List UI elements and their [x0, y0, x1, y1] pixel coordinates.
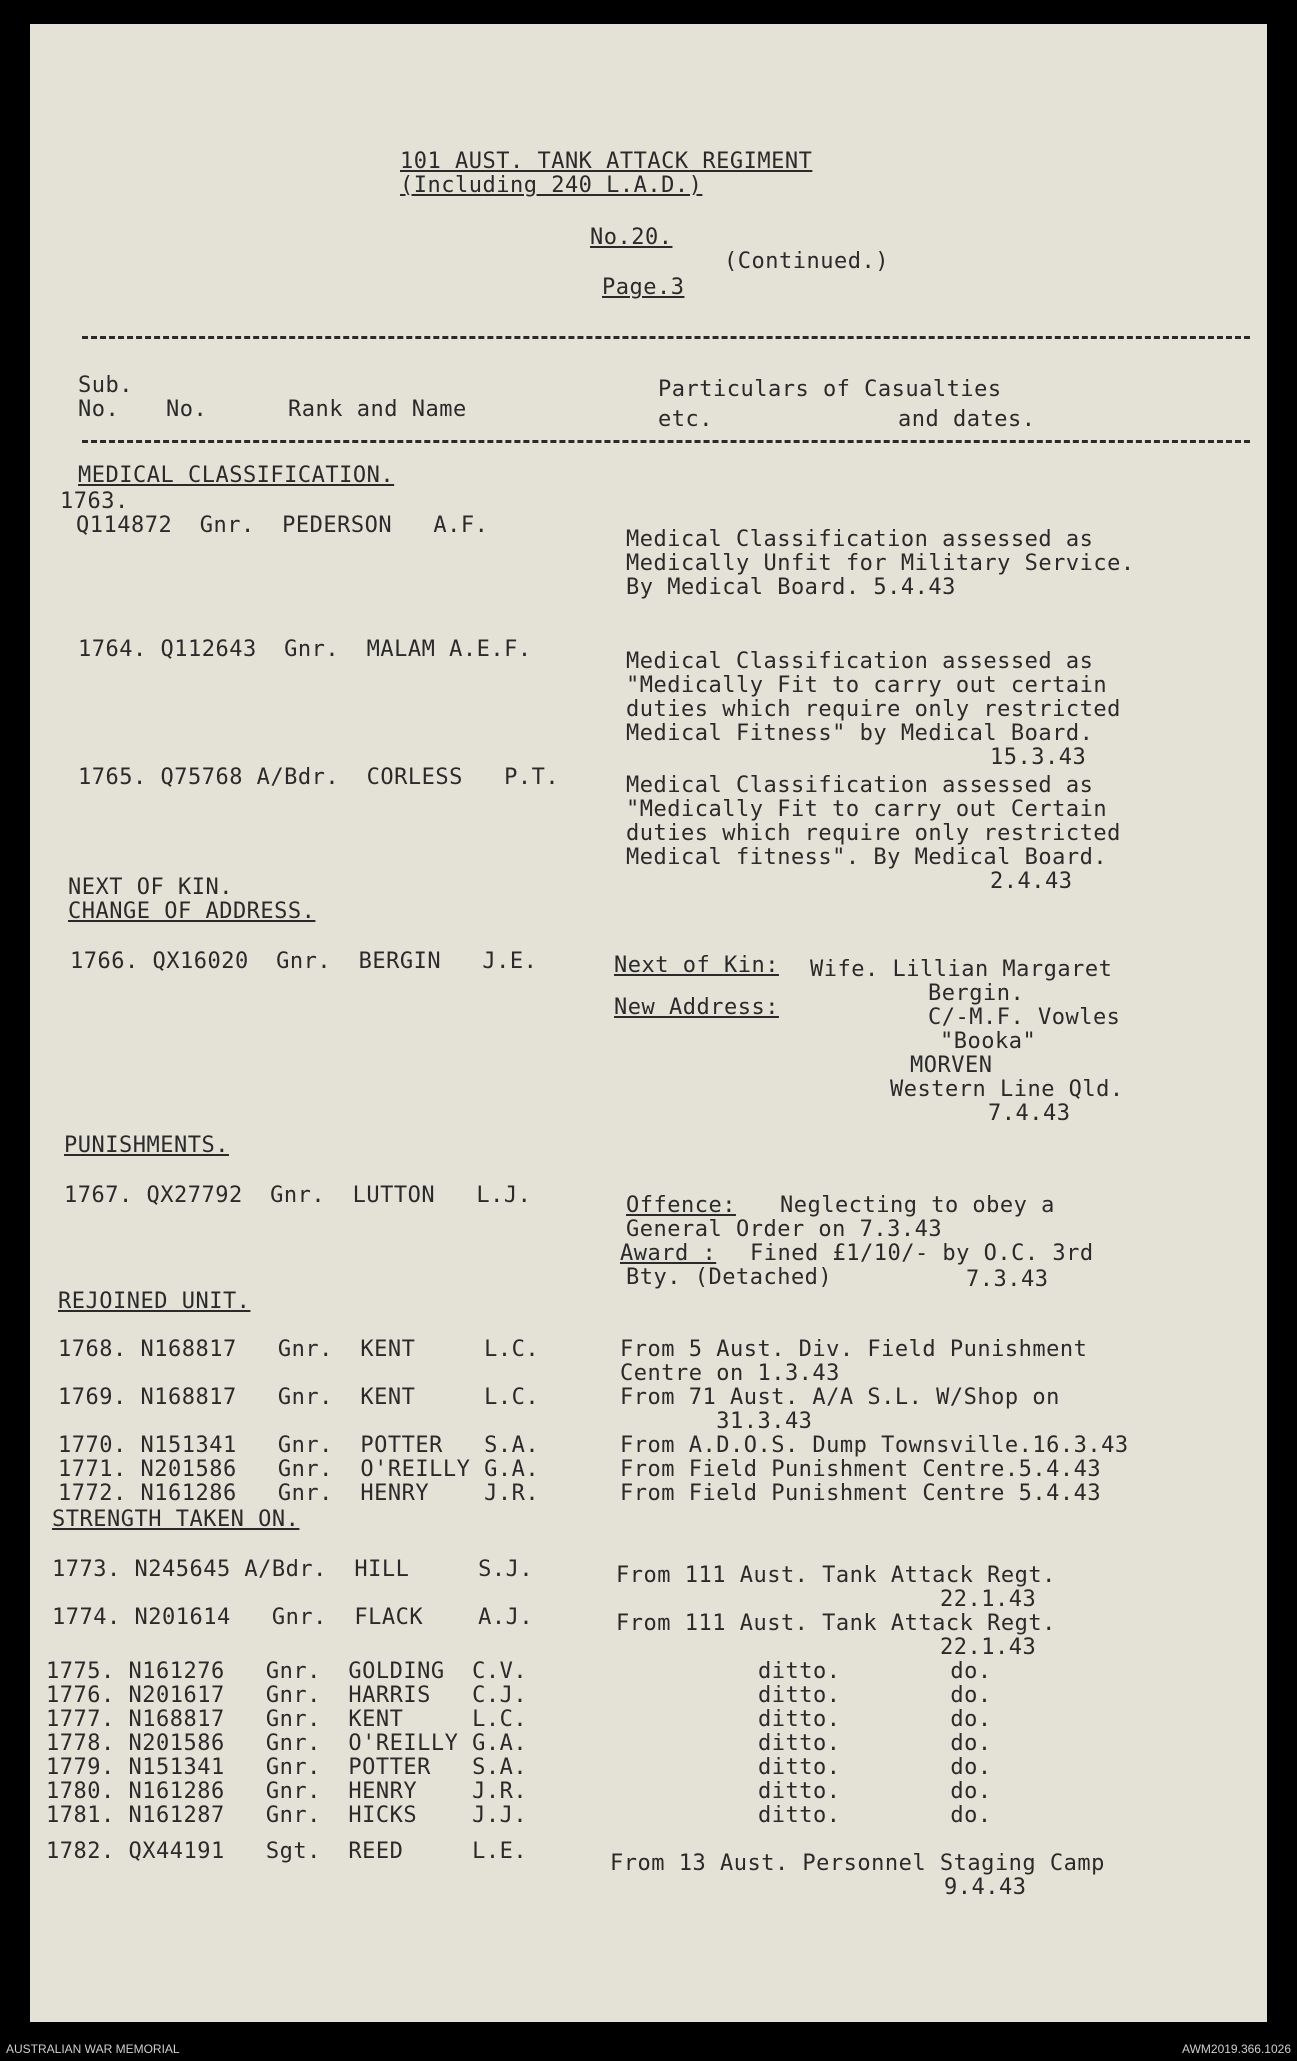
col-no2: No.: [166, 397, 208, 422]
col-sub: Sub.: [78, 373, 133, 398]
entry-1782: 1782. QX44191 Sgt. REED L.E.: [46, 1839, 528, 1864]
col-particulars: Particulars of Casualties: [658, 377, 1002, 402]
entry-1773: 1773. N245645 A/Bdr. HILL S.J.: [52, 1557, 534, 1582]
section-strength: STRENGTH TAKEN ON.: [52, 1507, 300, 1532]
rejoined-row-particulars: Centre on 1.3.43: [620, 1361, 840, 1386]
entry-1764-date: 15.3.43: [990, 745, 1087, 770]
col-no1: No.: [78, 397, 120, 422]
col-etc: etc.: [658, 407, 713, 432]
address-label: New Address:: [614, 995, 779, 1020]
rejoined-row: 1772. N161286 Gnr. HENRY J.R.: [58, 1481, 540, 1506]
entry-1765-text: Medical fitness". By Medical Board.: [626, 845, 1108, 870]
unit-title: 101 AUST. TANK ATTACK REGIMENT: [400, 149, 813, 174]
strength-row: 1778. N201586 Gnr. O'REILLY G.A.: [46, 1731, 528, 1756]
strength-row-particulars: ditto. do.: [758, 1731, 992, 1756]
strength-row: 1775. N161276 Gnr. GOLDING C.V.: [46, 1659, 528, 1684]
continued-label: (Continued.): [724, 249, 889, 274]
section-change-address: CHANGE OF ADDRESS.: [68, 899, 316, 924]
rejoined-row: 1770. N151341 Gnr. POTTER S.A.: [58, 1433, 540, 1458]
entry-1773-text: From 111 Aust. Tank Attack Regt.: [616, 1563, 1056, 1588]
entry-1763-text: Medically Unfit for Military Service.: [626, 551, 1135, 576]
offence-text: Neglecting to obey a: [780, 1193, 1055, 1218]
entry-1764-text: "Medically Fit to carry out certain: [626, 673, 1108, 698]
rejoined-row: 1768. N168817 Gnr. KENT L.C.: [58, 1337, 540, 1362]
punishment-date: 7.3.43: [966, 1267, 1049, 1292]
strength-row-particulars: ditto. do.: [758, 1755, 992, 1780]
strength-row: 1777. N168817 Gnr. KENT L.C.: [46, 1707, 528, 1732]
rejoined-row: 1771. N201586 Gnr. O'REILLY G.A.: [58, 1457, 540, 1482]
entry-1766: 1766. QX16020 Gnr. BERGIN J.E.: [70, 949, 538, 974]
entry-1765-text: duties which require only restricted: [626, 821, 1121, 846]
strength-row-particulars: ditto. do.: [758, 1683, 992, 1708]
entry-1782-date: 9.4.43: [944, 1875, 1027, 1900]
rejoined-row-particulars: From A.D.O.S. Dump Townsville.16.3.43: [620, 1433, 1129, 1458]
document-page: [30, 24, 1267, 2022]
entry-1765-date: 2.4.43: [990, 869, 1073, 894]
rejoined-row-particulars: From 71 Aust. A/A S.L. W/Shop on: [620, 1385, 1060, 1410]
entry-1774: 1774. N201614 Gnr. FLACK A.J.: [52, 1605, 534, 1630]
rejoined-row-particulars: From 5 Aust. Div. Field Punishment: [620, 1337, 1088, 1362]
unit-subtitle: (Including 240 L.A.D.): [400, 173, 703, 198]
address-line: "Booka": [940, 1029, 1037, 1054]
strength-row: 1780. N161286 Gnr. HENRY J.R.: [46, 1779, 528, 1804]
rejoined-row-particulars: From Field Punishment Centre.5.4.43: [620, 1457, 1102, 1482]
award-text: Bty. (Detached): [626, 1265, 833, 1290]
nok-value: Bergin.: [928, 981, 1025, 1006]
entry-1764-text: duties which require only restricted: [626, 697, 1121, 722]
section-punishments: PUNISHMENTS.: [64, 1133, 229, 1158]
strength-row-particulars: ditto. do.: [758, 1707, 992, 1732]
nok-date: 7.4.43: [988, 1101, 1071, 1126]
award-label: Award :: [620, 1241, 717, 1266]
strength-row: 1781. N161287 Gnr. HICKS J.J.: [46, 1803, 528, 1828]
entry-1765-text: "Medically Fit to carry out Certain: [626, 797, 1108, 822]
entry-1764-text: Medical Fitness" by Medical Board.: [626, 721, 1094, 746]
entry-1782-text: From 13 Aust. Personnel Staging Camp: [610, 1851, 1105, 1876]
entry-1774-date: 22.1.43: [940, 1635, 1037, 1660]
order-number: No.20.: [590, 225, 673, 250]
award-text: Fined £1/10/- by O.C. 3rd: [750, 1241, 1094, 1266]
entry-1765: 1765. Q75768 A/Bdr. CORLESS P.T.: [78, 765, 560, 790]
separator-header: [82, 440, 1250, 443]
offence-label: Offence:: [626, 1193, 736, 1218]
separator-top: [82, 336, 1250, 339]
address-line: Western Line Qld.: [890, 1077, 1124, 1102]
entry-1774-text: From 111 Aust. Tank Attack Regt.: [616, 1611, 1056, 1636]
strength-row-particulars: ditto. do.: [758, 1659, 992, 1684]
offence-text: General Order on 7.3.43: [626, 1217, 943, 1242]
col-rank-name: Rank and Name: [288, 397, 467, 422]
footer-source: AUSTRALIAN WAR MEMORIAL: [6, 2042, 180, 2056]
address-line: C/-M.F. Vowles: [928, 1005, 1121, 1030]
rejoined-row-particulars: 31.3.43: [620, 1409, 813, 1434]
strength-row-particulars: ditto. do.: [758, 1779, 992, 1804]
rejoined-row-particulars: From Field Punishment Centre 5.4.43: [620, 1481, 1102, 1506]
section-rejoined: REJOINED UNIT.: [58, 1289, 251, 1314]
strength-row-particulars: ditto. do.: [758, 1803, 992, 1828]
page-number: Page.3: [602, 275, 685, 300]
entry-1763-text: By Medical Board. 5.4.43: [626, 575, 956, 600]
address-line: MORVEN: [910, 1053, 993, 1078]
strength-row: 1779. N151341 Gnr. POTTER S.A.: [46, 1755, 528, 1780]
entry-1765-text: Medical Classification assessed as: [626, 773, 1094, 798]
entry-1773-date: 22.1.43: [940, 1587, 1037, 1612]
nok-value: Wife. Lillian Margaret: [810, 957, 1113, 982]
nok-label: Next of Kin:: [614, 953, 779, 978]
col-dates: and dates.: [898, 407, 1036, 432]
strength-row: 1776. N201617 Gnr. HARRIS C.J.: [46, 1683, 528, 1708]
entry-1764: 1764. Q112643 Gnr. MALAM A.E.F.: [78, 637, 532, 662]
entry-1763: Q114872 Gnr. PEDERSON A.F.: [76, 513, 489, 538]
section-medical: MEDICAL CLASSIFICATION.: [78, 463, 395, 488]
entry-1767: 1767. QX27792 Gnr. LUTTON L.J.: [64, 1183, 532, 1208]
entry-1763-sub: 1763.: [60, 489, 129, 514]
entry-1763-text: Medical Classification assessed as: [626, 527, 1094, 552]
section-next-of-kin: NEXT OF KIN.: [68, 875, 233, 900]
entry-1764-text: Medical Classification assessed as: [626, 649, 1094, 674]
footer-reference: AWM2019.366.1026: [1182, 2042, 1291, 2056]
rejoined-row: 1769. N168817 Gnr. KENT L.C.: [58, 1385, 540, 1410]
